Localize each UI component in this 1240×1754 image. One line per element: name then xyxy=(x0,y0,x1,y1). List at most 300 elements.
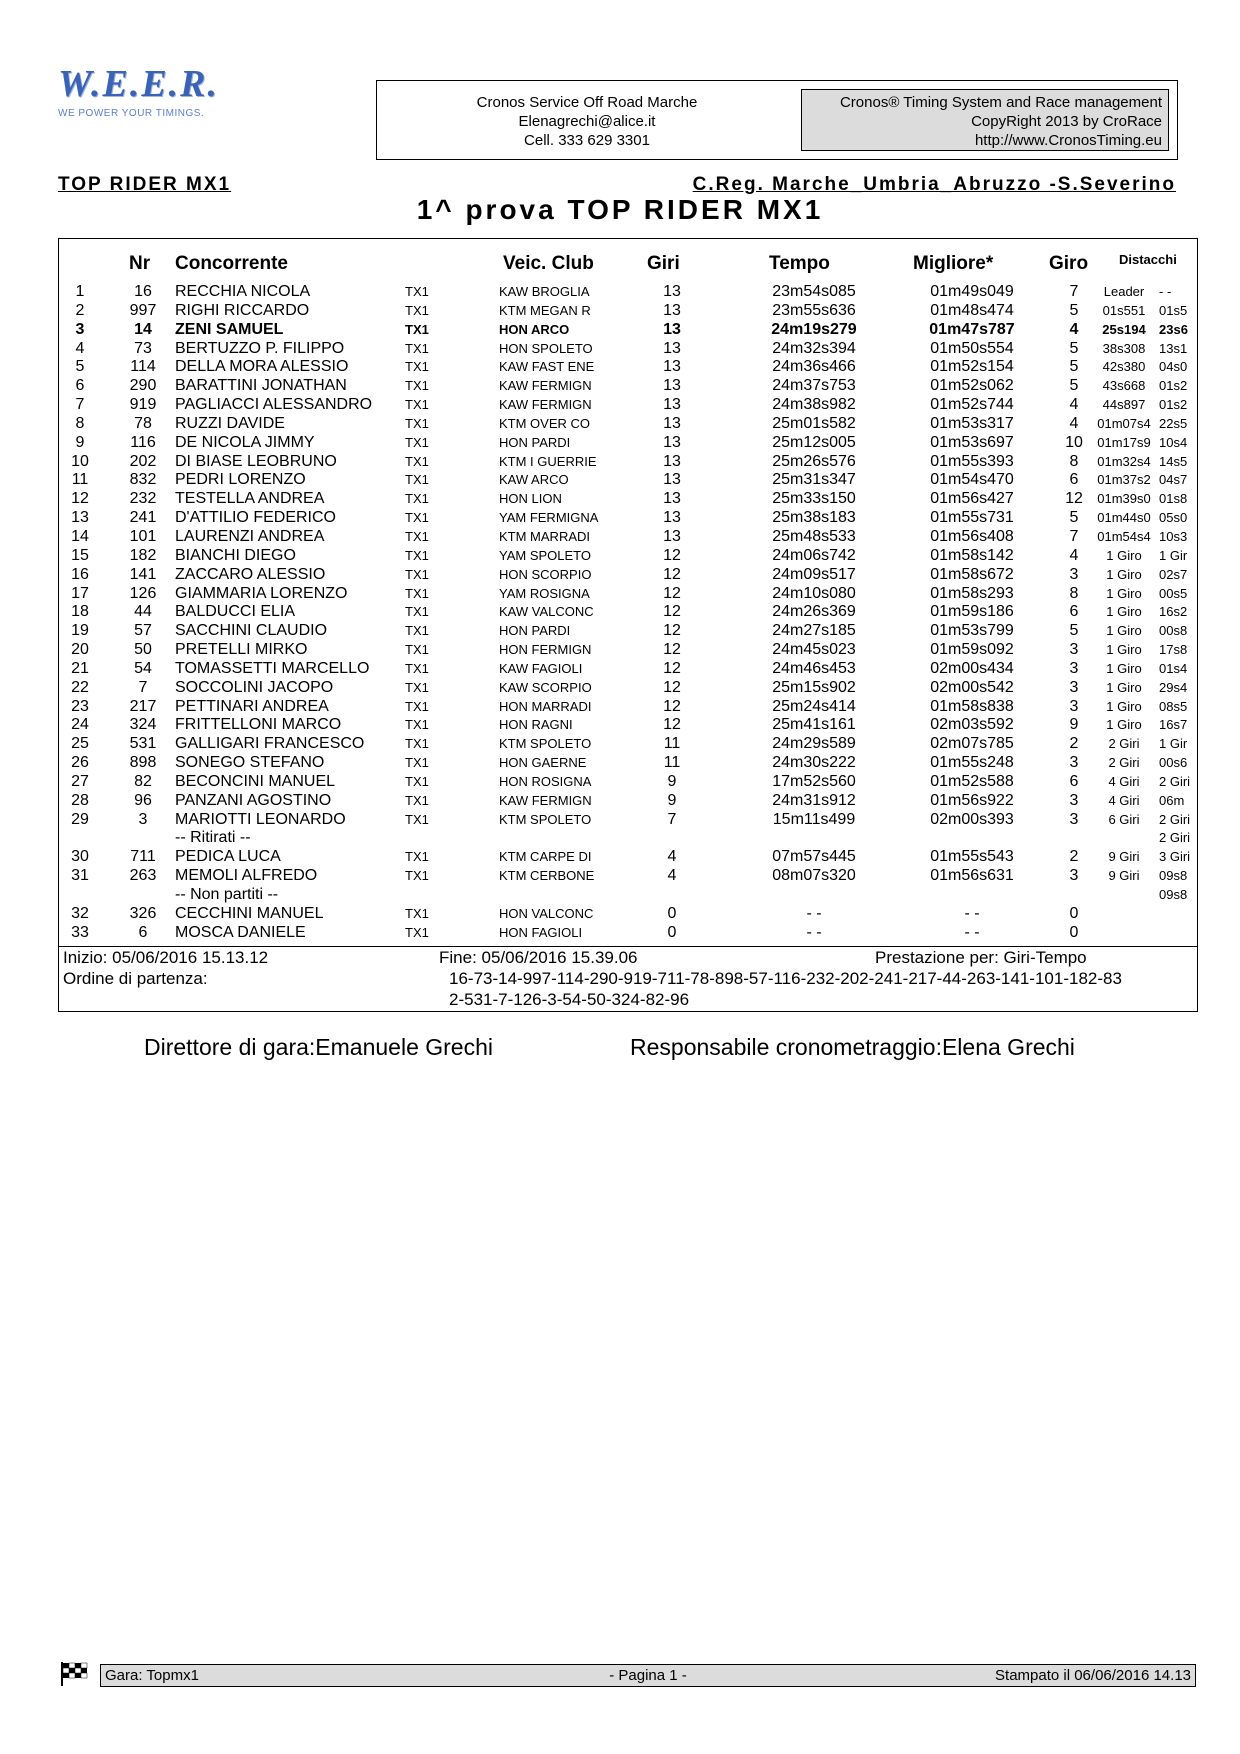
gap-leader: 01m37s2 xyxy=(1097,472,1151,488)
best-lap-time: 01m50s554 xyxy=(930,339,1014,357)
position: 6 xyxy=(75,377,85,395)
total-time: 25m15s902 xyxy=(772,678,856,696)
position: 19 xyxy=(71,622,89,640)
bib-number: 217 xyxy=(129,697,157,715)
best-lap-number: 7 xyxy=(1069,283,1079,300)
best-lap-number: 5 xyxy=(1069,622,1079,640)
position: 24 xyxy=(71,716,89,734)
best-lap-time: 01m55s248 xyxy=(930,754,1014,772)
gap-previous: 01s2 xyxy=(1159,397,1188,413)
gap-previous: 08s5 xyxy=(1159,698,1188,714)
vehicle-class: TX1 xyxy=(405,717,429,733)
club: KTM MEGAN R xyxy=(499,302,591,318)
laps: 13 xyxy=(663,320,681,338)
total-time: 24m06s742 xyxy=(772,546,856,564)
best-lap-time: 01m56s922 xyxy=(930,791,1014,809)
table-row xyxy=(59,641,1197,660)
total-time: 15m11s499 xyxy=(772,810,856,828)
table-row xyxy=(59,660,1197,679)
laps: 4 xyxy=(667,848,677,866)
total-time: 24m46s453 xyxy=(772,659,856,677)
rider-name: BIANCHI DIEGO xyxy=(175,546,296,564)
bib-number: 324 xyxy=(129,716,157,734)
best-lap-time: 01m53s317 xyxy=(930,414,1014,432)
club: KTM SPOLETO xyxy=(499,736,592,752)
total-time: 24m29s589 xyxy=(772,735,856,753)
position: 20 xyxy=(71,641,89,659)
best-lap-number: 9 xyxy=(1069,716,1079,734)
total-time: 24m45s023 xyxy=(772,641,856,659)
gap-previous: 2 Giri xyxy=(1159,773,1191,789)
laps: 9 xyxy=(667,791,677,809)
rider-name: -- Ritirati -- xyxy=(175,829,251,847)
rider-name: PEDRI LORENZO xyxy=(175,471,306,489)
best-lap-time: 01m58s293 xyxy=(930,584,1014,602)
best-lap-number: 6 xyxy=(1069,603,1079,621)
laps: 12 xyxy=(663,697,681,715)
bib-number: 832 xyxy=(129,471,157,489)
gap-previous: 10s3 xyxy=(1159,528,1188,544)
best-lap-number: 3 xyxy=(1069,867,1079,885)
laps: 13 xyxy=(663,471,681,489)
club: KTM OVER CO xyxy=(499,415,591,431)
start-order-label: Ordine di partenza: xyxy=(63,969,208,988)
table-row xyxy=(59,924,1197,943)
organizer-name: Cronos Service Off Road Marche xyxy=(476,94,698,111)
gap-leader: 01m54s4 xyxy=(1097,528,1151,544)
total-time: 25m48s533 xyxy=(772,527,856,545)
club: HON LION xyxy=(499,491,562,507)
table-row xyxy=(59,679,1197,698)
best-lap-time: 01m52s062 xyxy=(930,377,1014,395)
position: 13 xyxy=(71,509,89,527)
position: 4 xyxy=(75,339,85,357)
gap-previous: 09s8 xyxy=(1159,868,1188,884)
rider-name: BARATTINI JONATHAN xyxy=(175,377,347,395)
rider-name: PAGLIACCI ALESSANDRO xyxy=(175,396,373,414)
table-row xyxy=(59,905,1197,924)
best-lap-number: 8 xyxy=(1069,584,1079,602)
position: 15 xyxy=(71,546,89,564)
gap-previous: - - xyxy=(1159,284,1172,299)
position: 1 xyxy=(75,283,85,300)
bib-number: 141 xyxy=(129,565,157,583)
best-lap-time: 01m59s186 xyxy=(930,603,1014,621)
club: KTM MARRADI xyxy=(499,528,590,544)
page-footer-bar xyxy=(100,1664,1196,1687)
gap-leader: 1 Giro xyxy=(1106,642,1142,658)
rider-name: -- Non partiti -- xyxy=(175,886,279,903)
club: KAW VALCONC xyxy=(499,604,594,620)
table-row xyxy=(59,867,1197,886)
rider-name: RUZZI DAVIDE xyxy=(175,414,285,432)
rider-name: BERTUZZO P. FILIPPO xyxy=(175,339,345,357)
gap-previous: 09s8 xyxy=(1159,887,1188,902)
position: 32 xyxy=(71,904,89,922)
gap-previous: 1 Gir xyxy=(1159,736,1188,752)
rider-name: PEDICA LUCA xyxy=(175,848,281,866)
table-row xyxy=(59,453,1197,472)
laps: 0 xyxy=(667,904,677,922)
gap-leader: 1 Giro xyxy=(1106,566,1142,582)
table-row xyxy=(59,622,1197,641)
gap-leader: 2 Giri xyxy=(1108,736,1140,752)
weer-logo xyxy=(58,62,248,142)
timing-system-info xyxy=(801,89,1169,151)
rider-name: TOMASSETTI MARCELLO xyxy=(175,659,370,677)
best-lap-number: 4 xyxy=(1069,546,1079,564)
gap-leader: Leader xyxy=(1103,284,1145,299)
gap-leader: 1 Giro xyxy=(1106,679,1142,695)
gap-previous: 16s2 xyxy=(1159,604,1188,620)
position: 16 xyxy=(71,565,89,583)
timing-system-name: Cronos® Timing System and Race management xyxy=(839,94,1162,111)
laps: 13 xyxy=(663,527,681,545)
gap-leader: 1 Giro xyxy=(1106,547,1142,563)
best-lap-time: 02m03s592 xyxy=(930,716,1014,734)
vehicle-class: TX1 xyxy=(405,321,429,337)
total-time: 24m30s222 xyxy=(772,754,856,772)
bib-number: 126 xyxy=(129,584,157,602)
gap-previous: 10s4 xyxy=(1159,434,1188,450)
table-row xyxy=(59,358,1197,377)
position: 23 xyxy=(71,697,89,715)
col-header-giro: Giro xyxy=(1049,253,1089,274)
gap-previous: 29s4 xyxy=(1159,679,1188,695)
gap-leader: 01m32s4 xyxy=(1097,453,1151,469)
vehicle-class: TX1 xyxy=(405,698,429,714)
gap-leader: 38s308 xyxy=(1102,340,1146,356)
best-lap-time: 01m56s408 xyxy=(930,527,1014,545)
best-lap-number: 5 xyxy=(1069,358,1079,376)
position: 8 xyxy=(75,414,85,432)
rider-name: ZACCARO ALESSIO xyxy=(175,565,326,583)
rider-name: ZENI SAMUEL xyxy=(175,320,284,338)
best-lap-number: 0 xyxy=(1069,904,1079,922)
club: HON SCORPIO xyxy=(499,566,592,582)
gap-previous: 23s6 xyxy=(1159,321,1188,337)
bib-number: 96 xyxy=(134,791,152,809)
table-row xyxy=(59,698,1197,717)
club: KAW SCORPIO xyxy=(499,679,592,695)
laps: 13 xyxy=(663,339,681,357)
table-row xyxy=(59,886,1197,905)
bib-number: 82 xyxy=(134,772,152,790)
results-table xyxy=(58,238,1198,1012)
best-lap-time: 01m52s588 xyxy=(930,772,1014,790)
gap-leader: 4 Giri xyxy=(1108,792,1140,808)
bib-number: 326 xyxy=(129,904,157,922)
gap-leader: 01s551 xyxy=(1102,302,1146,318)
position: 21 xyxy=(71,659,89,677)
vehicle-class: TX1 xyxy=(405,905,429,921)
best-lap-time: 01m56s427 xyxy=(930,490,1014,508)
position: 10 xyxy=(71,452,89,470)
best-lap-number: 6 xyxy=(1069,772,1079,790)
table-row xyxy=(59,773,1197,792)
col-header-nr: Nr xyxy=(129,253,151,274)
club: HON SPOLETO xyxy=(499,340,593,356)
position: 12 xyxy=(71,490,89,508)
col-header-distacchi: Distacchi xyxy=(1119,252,1177,267)
best-lap-number: 3 xyxy=(1069,697,1079,715)
vehicle-class: TX1 xyxy=(405,510,429,526)
timing-responsible: Responsabile cronometraggio:Elena Grechi xyxy=(630,1034,1075,1060)
best-lap-time: 01m59s092 xyxy=(930,641,1014,659)
total-time: 24m36s466 xyxy=(772,358,856,376)
rider-name: SOCCOLINI JACOPO xyxy=(175,678,334,696)
vehicle-class: TX1 xyxy=(405,284,429,299)
bib-number: 114 xyxy=(130,358,156,376)
best-lap-number: 3 xyxy=(1069,659,1079,677)
laps: 12 xyxy=(663,678,681,696)
table-row xyxy=(59,829,1197,848)
club: HON PARDI xyxy=(499,434,571,450)
bib-number: 3 xyxy=(138,810,148,828)
race-director: Direttore di gara:Emanuele Grechi xyxy=(144,1034,493,1060)
table-row xyxy=(59,302,1197,321)
print-date: Stampato il 06/06/2016 14.13 xyxy=(995,1667,1191,1684)
club: HON RAGNI xyxy=(499,717,573,733)
vehicle-class: TX1 xyxy=(405,566,429,582)
total-time: 23m54s085 xyxy=(772,283,856,300)
race-info-footer xyxy=(59,946,1197,1010)
best-lap-number: 5 xyxy=(1069,339,1079,357)
vehicle-class: TX1 xyxy=(405,491,429,507)
bib-number: 898 xyxy=(129,754,157,772)
category-title: TOP RIDER MX1 xyxy=(58,174,232,195)
best-lap-time: 01m54s470 xyxy=(930,471,1014,489)
event-title: 1^ prova TOP RIDER MX1 xyxy=(416,194,824,225)
bib-number: 50 xyxy=(134,641,152,659)
copyright: CopyRight 2013 by CroRace xyxy=(971,113,1162,130)
laps: 13 xyxy=(663,283,681,300)
club: HON ROSIGNA xyxy=(499,773,592,789)
gap-previous: 16s7 xyxy=(1159,717,1188,733)
table-row xyxy=(59,547,1197,566)
best-lap-number: 5 xyxy=(1069,509,1079,527)
rider-name: RIGHI RICCARDO xyxy=(175,301,310,319)
gap-previous: 04s7 xyxy=(1159,472,1188,488)
table-row xyxy=(59,603,1197,622)
vehicle-class: TX1 xyxy=(405,604,429,620)
vehicle-class: TX1 xyxy=(405,811,429,827)
best-lap-number: 3 xyxy=(1069,791,1079,809)
position: 26 xyxy=(71,754,89,772)
bib-number: 241 xyxy=(129,509,157,527)
gap-leader: 1 Giro xyxy=(1106,698,1142,714)
best-lap-number: 2 xyxy=(1069,735,1079,753)
table-row xyxy=(59,490,1197,509)
position: 11 xyxy=(71,471,89,489)
laps: 12 xyxy=(663,546,681,564)
bib-number: 531 xyxy=(129,735,157,753)
total-time: 08m07s320 xyxy=(772,867,856,885)
bib-number: 711 xyxy=(130,848,156,866)
best-lap-number: 6 xyxy=(1069,471,1079,489)
timing-url: http://www.CronosTiming.eu xyxy=(974,132,1162,149)
best-lap-time: 01m58s672 xyxy=(930,565,1014,583)
club: HON MARRADI xyxy=(499,698,592,714)
col-header-name: Concorrente xyxy=(175,253,288,274)
best-lap-time: 01m52s744 xyxy=(930,396,1014,414)
gap-leader: 1 Giro xyxy=(1106,660,1142,676)
laps: 12 xyxy=(663,622,681,640)
total-time: 25m24s414 xyxy=(772,697,856,715)
bib-number: 14 xyxy=(134,320,152,338)
bib-number: 232 xyxy=(129,490,157,508)
gap-leader: 6 Giri xyxy=(1108,811,1140,827)
best-lap-time: 01m56s631 xyxy=(930,867,1014,885)
start-order-line2: 2-531-7-126-3-54-50-324-82-96 xyxy=(449,990,690,1009)
club: KAW ARCO xyxy=(499,472,569,488)
best-lap-time: 01m58s142 xyxy=(930,546,1014,564)
bib-number: 7 xyxy=(138,678,148,696)
rider-name: PRETELLI MIRKO xyxy=(175,641,308,659)
gap-leader: 4 Giri xyxy=(1108,773,1140,789)
vehicle-class: TX1 xyxy=(405,773,429,789)
rider-name: DE NICOLA JIMMY xyxy=(175,433,315,451)
club: HON ARCO xyxy=(499,321,570,337)
best-lap-number: 3 xyxy=(1069,678,1079,696)
vehicle-class: TX1 xyxy=(405,792,429,808)
table-row xyxy=(59,377,1197,396)
laps: 13 xyxy=(663,414,681,432)
vehicle-class: TX1 xyxy=(405,868,429,884)
vehicle-class: TX1 xyxy=(405,642,429,658)
vehicle-class: TX1 xyxy=(405,340,429,356)
table-row xyxy=(59,716,1197,735)
vehicle-class: TX1 xyxy=(405,623,429,639)
organizer-email: Elenagrechi@alice.it xyxy=(518,113,656,130)
laps: 12 xyxy=(663,641,681,659)
position: 9 xyxy=(75,433,85,451)
club: KTM CERBONE xyxy=(499,868,595,884)
best-lap-time: 01m52s154 xyxy=(930,358,1014,376)
table-row xyxy=(59,566,1197,585)
laps: 13 xyxy=(663,377,681,395)
laps: 11 xyxy=(663,735,681,753)
table-row xyxy=(59,754,1197,773)
table-row xyxy=(59,585,1197,604)
bib-number: 202 xyxy=(129,452,157,470)
position: 28 xyxy=(71,791,89,809)
col-header-tempo: Tempo xyxy=(769,253,830,274)
laps: 0 xyxy=(667,923,677,941)
vehicle-class: TX1 xyxy=(405,547,429,563)
club: KTM I GUERRIE xyxy=(499,453,597,469)
gap-previous: 01s2 xyxy=(1159,378,1188,394)
total-time: 25m26s576 xyxy=(772,452,856,470)
rider-name: PETTINARI ANDREA xyxy=(175,697,329,715)
laps: 11 xyxy=(663,754,681,772)
best-lap-time: 01m55s543 xyxy=(930,848,1014,866)
vehicle-class: TX1 xyxy=(405,849,429,865)
total-time: 07m57s445 xyxy=(772,848,856,866)
gap-leader: 1 Giro xyxy=(1106,717,1142,733)
best-lap-time: 01m58s838 xyxy=(930,697,1014,715)
best-lap-time: 01m53s697 xyxy=(930,433,1014,451)
gap-leader: 1 Giro xyxy=(1106,604,1142,620)
best-lap-number: 4 xyxy=(1069,396,1079,414)
total-time: 24m32s394 xyxy=(772,339,856,357)
vehicle-class: TX1 xyxy=(405,378,429,394)
table-row xyxy=(59,848,1197,867)
gap-previous: 3 Giri xyxy=(1159,849,1191,865)
best-lap-time: - - xyxy=(964,904,980,922)
rider-name: GIAMMARIA LORENZO xyxy=(175,584,348,602)
position: 7 xyxy=(75,396,85,414)
total-time: 24m26s369 xyxy=(772,603,856,621)
gap-leader: 1 Giro xyxy=(1106,623,1142,639)
best-lap-time: 01m48s474 xyxy=(930,301,1014,319)
gap-leader: 01m07s4 xyxy=(1097,415,1151,431)
table-row xyxy=(59,434,1197,453)
club: KAW FAST ENE xyxy=(499,359,595,375)
best-lap-number: 10 xyxy=(1065,433,1083,451)
best-lap-number: 5 xyxy=(1069,301,1079,319)
club: KAW FERMIGN xyxy=(499,378,592,394)
bib-number: 116 xyxy=(130,433,156,451)
vehicle-class: TX1 xyxy=(405,453,429,469)
position: 3 xyxy=(75,320,85,338)
best-lap-time: 02m07s785 xyxy=(930,735,1014,753)
vehicle-class: TX1 xyxy=(405,755,429,771)
rider-name: MARIOTTI LEONARDO xyxy=(175,810,346,828)
page-number: - Pagina 1 - xyxy=(609,1667,687,1684)
bib-number: 997 xyxy=(129,301,157,319)
best-lap-number: 5 xyxy=(1069,377,1079,395)
best-lap-time: 02m00s542 xyxy=(930,678,1014,696)
vehicle-class: TX1 xyxy=(405,302,429,318)
position: 18 xyxy=(71,603,89,621)
gap-leader: 25s194 xyxy=(1102,321,1146,337)
best-lap-number: 3 xyxy=(1069,565,1079,583)
gap-previous: 22s5 xyxy=(1159,415,1188,431)
total-time: 25m12s005 xyxy=(772,433,856,451)
club: HON PARDI xyxy=(499,623,571,639)
club: YAM SPOLETO xyxy=(499,547,591,563)
gap-leader: 01m39s0 xyxy=(1097,491,1151,507)
gap-leader: 9 Giri xyxy=(1108,849,1140,865)
start-time: Inizio: 05/06/2016 15.13.12 xyxy=(63,948,269,967)
total-time: 24m10s080 xyxy=(772,584,856,602)
gap-leader: 43s668 xyxy=(1102,378,1146,394)
best-lap-number: 7 xyxy=(1069,527,1079,545)
rider-name: TESTELLA ANDREA xyxy=(175,490,325,508)
gap-previous: 13s1 xyxy=(1159,340,1188,356)
gap-previous: 01s8 xyxy=(1159,491,1188,507)
best-lap-number: 4 xyxy=(1069,320,1079,338)
best-lap-time: 01m47s787 xyxy=(929,320,1015,338)
position: 5 xyxy=(75,358,85,376)
checkered-flag-icon xyxy=(58,1660,94,1688)
best-lap-time: 01m49s049 xyxy=(930,283,1014,300)
rider-name: SONEGO STEFANO xyxy=(175,754,325,772)
best-lap-time: 01m55s393 xyxy=(930,452,1014,470)
bib-number: 44 xyxy=(134,603,152,621)
total-time: 17m52s560 xyxy=(772,772,856,790)
vehicle-class: TX1 xyxy=(405,359,429,375)
table-row xyxy=(59,396,1197,415)
total-time: 24m31s912 xyxy=(772,791,856,809)
laps: 12 xyxy=(663,659,681,677)
bib-number: 16 xyxy=(134,283,152,300)
vehicle-class: TX1 xyxy=(405,472,429,488)
rider-name: GALLIGARI FRANCESCO xyxy=(175,735,365,753)
rider-name: BECONCINI MANUEL xyxy=(175,772,336,790)
vehicle-class: TX1 xyxy=(405,397,429,413)
